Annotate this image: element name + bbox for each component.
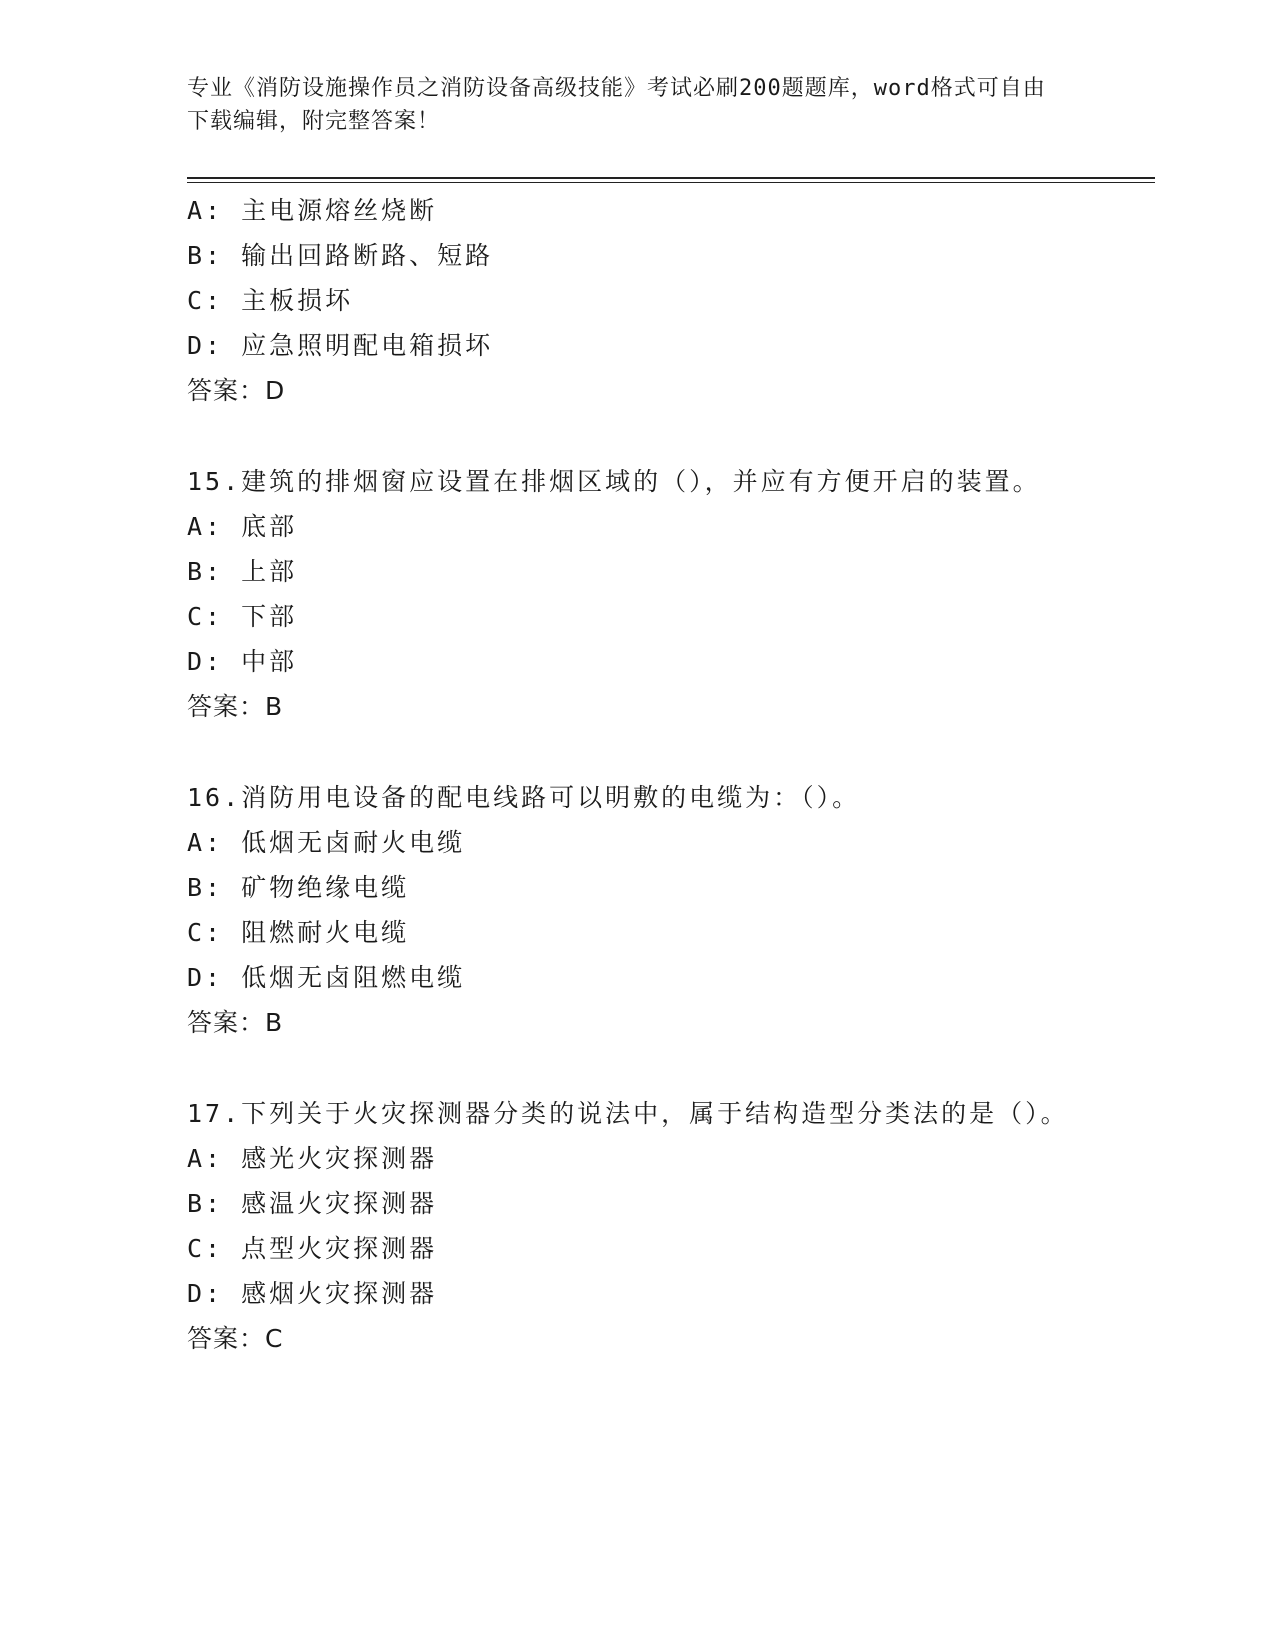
option-d: D: 感烟火灾探测器 — [187, 1279, 438, 1308]
question-stem: 15.建筑的排烟窗应设置在排烟区域的（），并应有方便开启的装置。 — [187, 467, 1041, 496]
option-d: D: 中部 — [187, 647, 298, 676]
answer-line: 答案：B — [187, 1008, 284, 1037]
question-list — [187, 188, 1107, 1361]
option-b: B: 输出回路断路、短路 — [187, 241, 494, 270]
option-c: C: 阻燃耐火电缆 — [187, 918, 410, 947]
option-b: B: 感温火灾探测器 — [187, 1189, 438, 1218]
question-stem: 17.下列关于火灾探测器分类的说法中，属于结构造型分类法的是（）。 — [187, 1099, 1069, 1128]
option-a: A: 底部 — [187, 512, 298, 541]
header-divider-thick — [187, 177, 1155, 179]
answer-line: 答案：B — [187, 692, 284, 721]
option-a: A: 低烟无卤耐火电缆 — [187, 828, 466, 857]
answer-line: 答案：D — [187, 376, 286, 405]
option-a: A: 感光火灾探测器 — [187, 1144, 438, 1173]
option-b: B: 上部 — [187, 557, 298, 586]
option-b: B: 矿物绝缘电缆 — [187, 873, 410, 902]
document-header: 专业《消防设施操作员之消防设备高级技能》考试必刷200题题库，word格式可自由下载编辑，附完整答案！ — [187, 76, 1046, 134]
question-16 — [187, 775, 1107, 1045]
option-a: A: 主电源熔丝烧断 — [187, 196, 438, 225]
answer-line: 答案：C — [187, 1324, 284, 1353]
option-c: C: 主板损坏 — [187, 286, 354, 315]
option-c: C: 点型火灾探测器 — [187, 1234, 438, 1263]
option-c: C: 下部 — [187, 602, 298, 631]
question-stem: 16.消防用电设备的配电线路可以明敷的电缆为：（）。 — [187, 783, 861, 812]
option-d: D: 应急照明配电箱损坏 — [187, 331, 494, 360]
question-17 — [187, 1091, 1107, 1361]
question-fragment — [187, 188, 1107, 413]
option-d: D: 低烟无卤阻燃电缆 — [187, 963, 466, 992]
question-15 — [187, 459, 1107, 729]
header-divider-thin — [187, 182, 1155, 183]
